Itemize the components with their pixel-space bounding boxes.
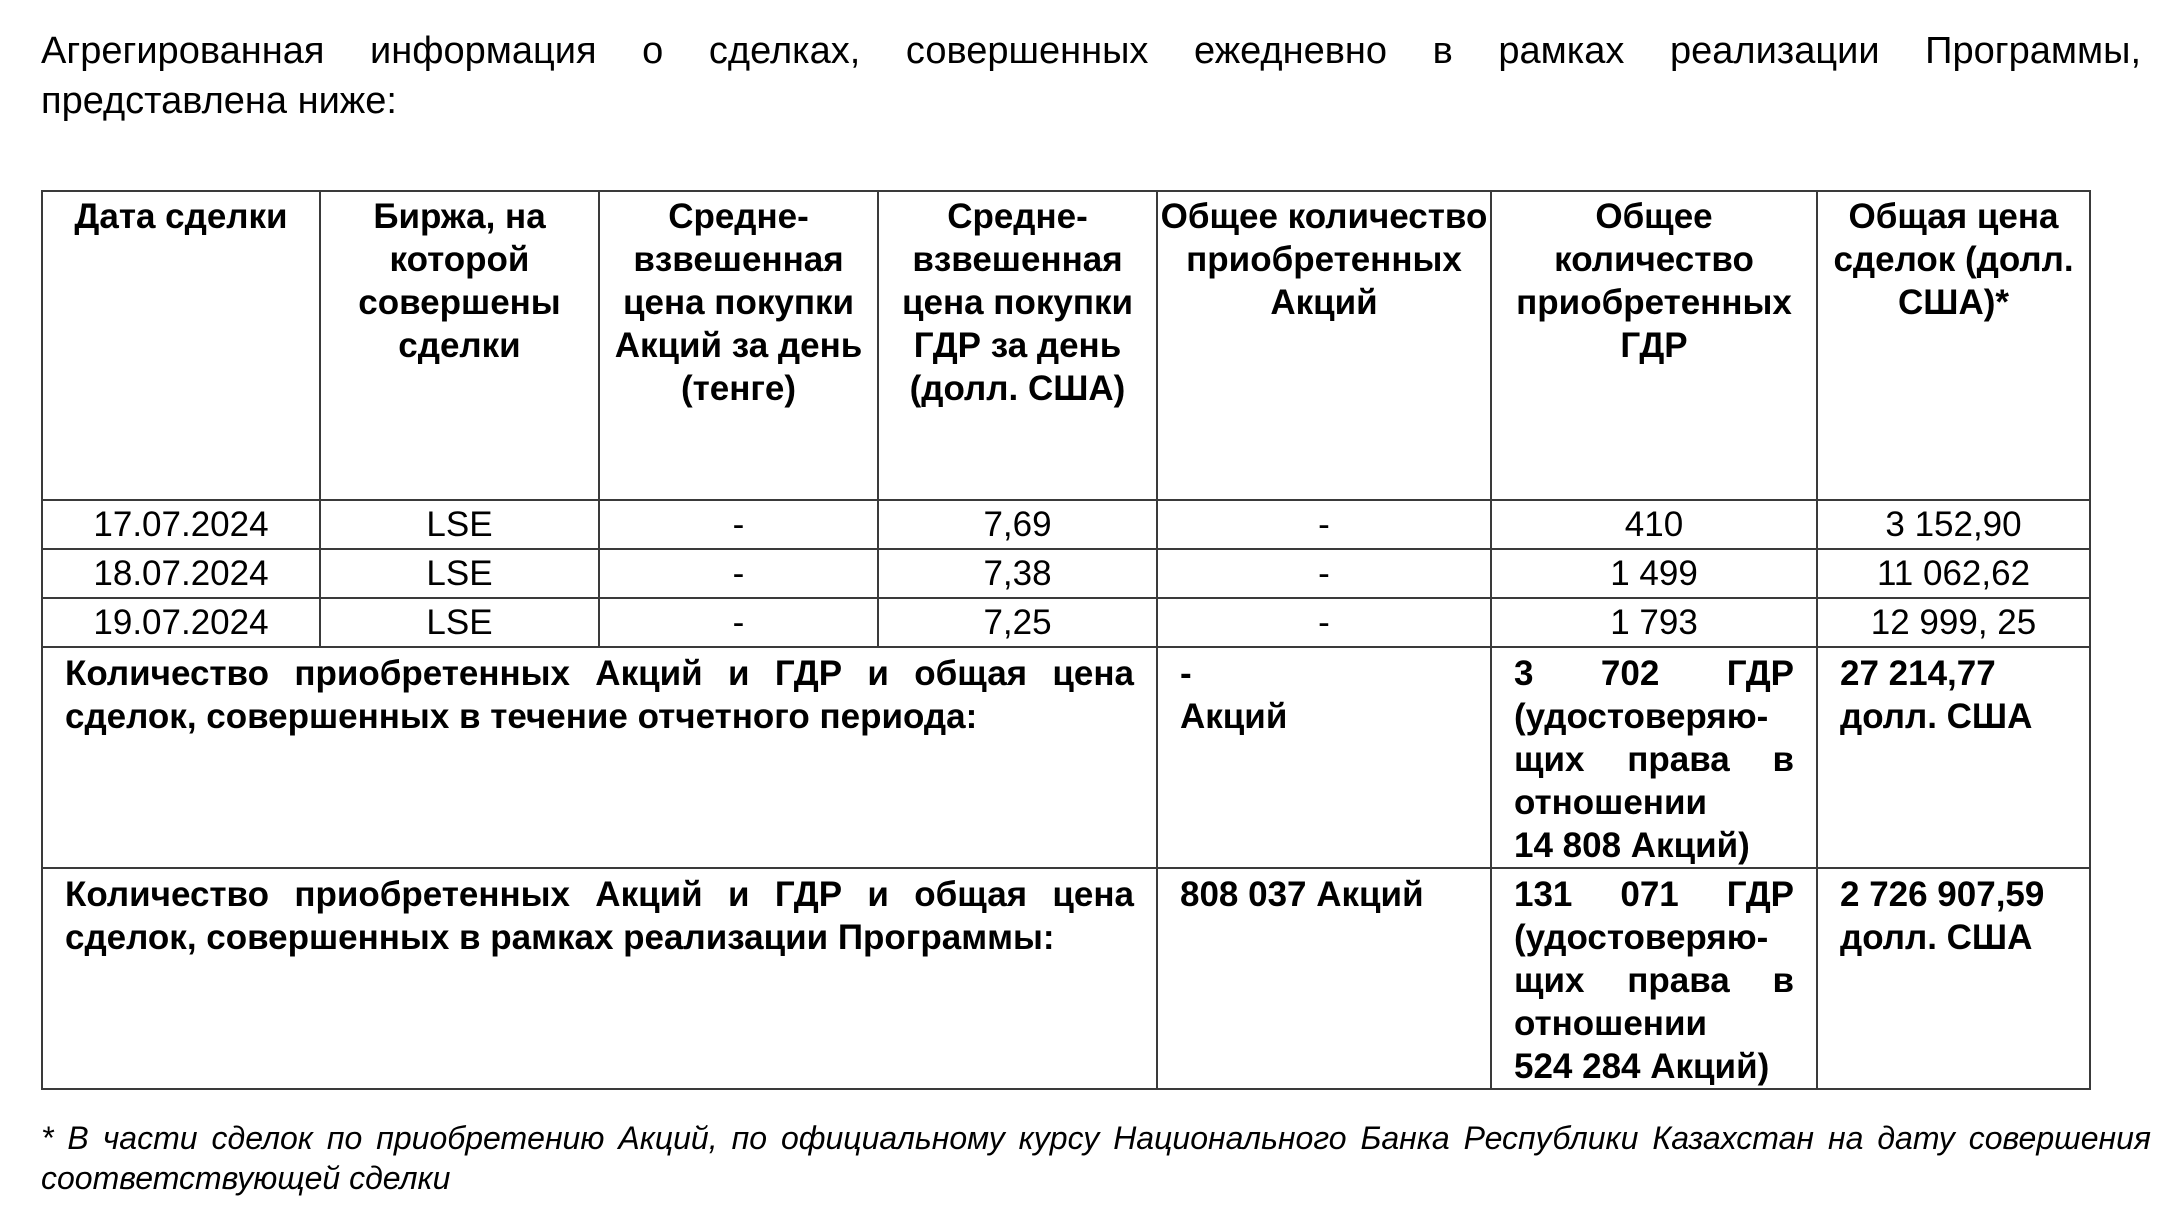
- footnote: [41, 1118, 2151, 1198]
- footnote-line-1: * В части сделок по приобретению Акций, по официальному курсу Национального Банка Республики Казахстан на дату совершения: [41, 1120, 2151, 1156]
- cell-avg-price-gdr: 7,25: [878, 598, 1157, 647]
- cell-total-gdr: 410: [1491, 500, 1817, 549]
- program-summary-price: [1817, 868, 2090, 1089]
- period-summary-price-value: 27 214,77: [1840, 654, 1996, 693]
- cell-total-gdr: 1 499: [1491, 549, 1817, 598]
- cell-date: 17.07.2024: [42, 500, 320, 549]
- program-summary-gdr-line-2: (удостоверяю-: [1514, 918, 1769, 957]
- cell-total-price: 11 062,62: [1817, 549, 2090, 598]
- header-avg-price-shares: Средне-взвешенная цена покупки Акций за день (тенге): [599, 191, 878, 500]
- header-total-price: Общая цена сделок (долл. США)*: [1817, 191, 2090, 500]
- intro-line-2: представлена ниже:: [41, 80, 397, 122]
- program-summary-price-unit: долл. США: [1840, 918, 2033, 957]
- program-summary-shares-value: 808 037 Акций: [1180, 875, 1424, 914]
- header-total-shares: Общее количество приобретенных Акций: [1157, 191, 1491, 500]
- header-date: Дата сделки: [42, 191, 320, 500]
- cell-avg-price-gdr: 7,38: [878, 549, 1157, 598]
- period-summary-label: [42, 647, 1157, 868]
- table-row: [42, 549, 2090, 598]
- cell-exchange: LSE: [320, 549, 599, 598]
- period-summary-gdr-line-1: 3 702 ГДР: [1514, 654, 1794, 693]
- period-summary-gdr-line-4: отношении: [1514, 783, 1707, 822]
- period-summary-label-line-1: Количество приобретенных Акций и ГДР и общая цена: [65, 654, 1134, 693]
- period-summary-label-line-2: сделок, совершенных в течение отчетного периода:: [65, 697, 978, 736]
- period-summary-row: [42, 647, 2090, 868]
- program-summary-gdr-line-1: 131 071 ГДР: [1514, 875, 1794, 914]
- cell-total-shares: -: [1157, 500, 1491, 549]
- header-avg-price-gdr: Средне-взвешенная цена покупки ГДР за день (долл. США): [878, 191, 1157, 500]
- footnote-line-2: соответствующей сделки: [41, 1160, 451, 1196]
- table-row: [42, 598, 2090, 647]
- period-summary-price: [1817, 647, 2090, 868]
- program-summary-gdr-line-4: отношении: [1514, 1004, 1707, 1043]
- cell-total-shares: -: [1157, 598, 1491, 647]
- program-summary-shares: [1157, 868, 1491, 1089]
- table-header-row: [42, 191, 2090, 500]
- period-summary-gdr-line-3: щих права в: [1514, 740, 1794, 779]
- program-summary-label: [42, 868, 1157, 1089]
- intro-paragraph: [41, 26, 2141, 126]
- cell-date: 18.07.2024: [42, 549, 320, 598]
- program-summary-label-line-1: Количество приобретенных Акций и ГДР и общая цена: [65, 875, 1134, 914]
- program-summary-row: [42, 868, 2090, 1089]
- period-summary-shares: [1157, 647, 1491, 868]
- program-summary-price-value: 2 726 907,59: [1840, 875, 2045, 914]
- cell-avg-price-shares: -: [599, 598, 878, 647]
- cell-exchange: LSE: [320, 598, 599, 647]
- cell-avg-price-gdr: 7,69: [878, 500, 1157, 549]
- cell-exchange: LSE: [320, 500, 599, 549]
- header-total-gdr: Общее количество приобретенных ГДР: [1491, 191, 1817, 500]
- program-summary-gdr-line-3: щих права в: [1514, 961, 1794, 1000]
- cell-total-price: 3 152,90: [1817, 500, 2090, 549]
- cell-avg-price-shares: -: [599, 549, 878, 598]
- cell-total-shares: -: [1157, 549, 1491, 598]
- deals-table: [41, 190, 2091, 1090]
- cell-total-price: 12 999, 25: [1817, 598, 2090, 647]
- period-summary-price-unit: долл. США: [1840, 697, 2033, 736]
- header-exchange: Биржа, на которой совершены сделки: [320, 191, 599, 500]
- cell-avg-price-shares: -: [599, 500, 878, 549]
- period-summary-gdr: [1491, 647, 1817, 868]
- table-row: [42, 500, 2090, 549]
- period-summary-gdr-line-2: (удостоверяю-: [1514, 697, 1769, 736]
- program-summary-gdr-line-5: 524 284 Акций): [1514, 1047, 1770, 1086]
- period-summary-gdr-line-5: 14 808 Акций): [1514, 826, 1750, 865]
- program-summary-label-line-2: сделок, совершенных в рамках реализации Программы:: [65, 918, 1055, 957]
- period-summary-shares-value: -: [1180, 654, 1192, 693]
- program-summary-gdr: [1491, 868, 1817, 1089]
- intro-line-1: Агрегированная информация о сделках, совершенных ежедневно в рамках реализации Программы,: [41, 30, 2141, 72]
- period-summary-shares-unit: Акций: [1180, 697, 1288, 736]
- cell-total-gdr: 1 793: [1491, 598, 1817, 647]
- cell-date: 19.07.2024: [42, 598, 320, 647]
